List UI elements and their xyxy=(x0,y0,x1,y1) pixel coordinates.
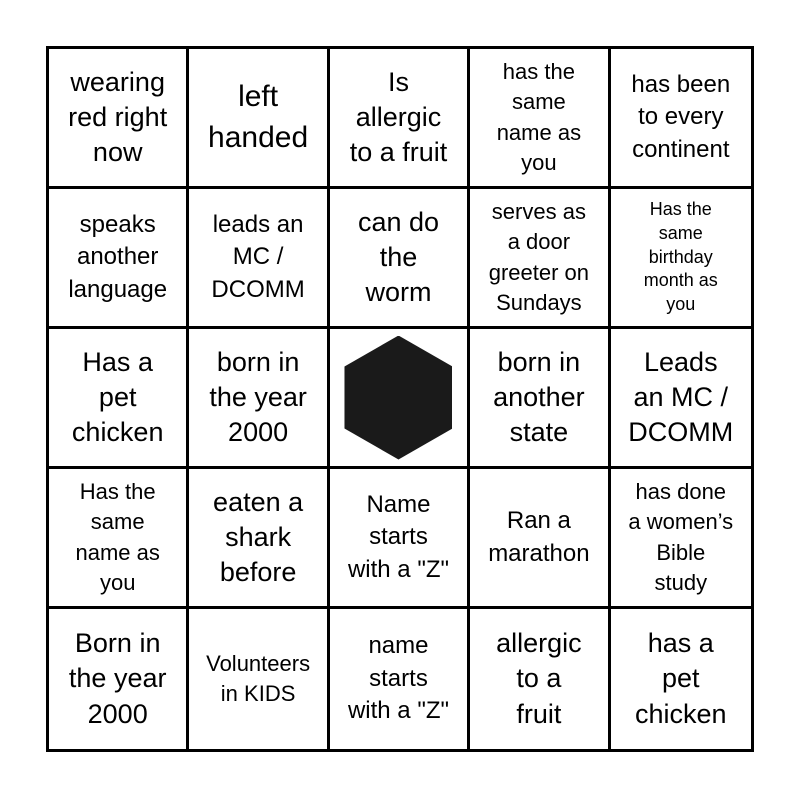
free-space-cell[interactable] xyxy=(330,329,470,469)
bingo-cell[interactable] xyxy=(611,329,751,469)
bingo-cell[interactable] xyxy=(49,609,189,749)
bingo-cell-text: speaks another language xyxy=(68,210,168,303)
bingo-cell-text: has the same name as you xyxy=(496,58,582,175)
bingo-cell-text: left handed xyxy=(208,80,309,154)
bingo-cell-text: has done a women’s Bible study xyxy=(628,478,734,595)
bingo-cell-text: leads an MC / DCOMM xyxy=(211,210,305,303)
bingo-cell[interactable] xyxy=(470,329,610,469)
bingo-cell[interactable] xyxy=(189,49,329,189)
bingo-cell-text: has a pet chicken xyxy=(635,628,727,729)
bingo-cell-text: Has the same name as you xyxy=(75,478,160,595)
bingo-cell-text: Leads an MC / DCOMM xyxy=(628,346,734,448)
bingo-cell[interactable] xyxy=(49,329,189,469)
bingo-cell[interactable] xyxy=(470,49,610,189)
bingo-cell[interactable] xyxy=(189,189,329,329)
bingo-cell[interactable] xyxy=(470,469,610,609)
bingo-cell[interactable] xyxy=(330,189,470,329)
bingo-cell-text: serves as a door greeter on Sundays xyxy=(488,198,590,315)
bingo-cell-text: wearing red right now xyxy=(68,66,168,168)
bingo-cell-text: Name starts with a "Z" xyxy=(347,490,450,583)
bingo-cell-text: Has a pet chicken xyxy=(71,346,164,448)
bingo-cell-text: eaten a shark before xyxy=(213,486,304,588)
bingo-cell[interactable] xyxy=(189,609,329,749)
bingo-cell-text: allergic to a fruit xyxy=(496,628,582,729)
bingo-cell[interactable] xyxy=(330,469,470,609)
bingo-cell[interactable] xyxy=(49,469,189,609)
bingo-cell[interactable] xyxy=(189,469,329,609)
bingo-cell[interactable] xyxy=(330,49,470,189)
bingo-cell-text: born in another state xyxy=(493,346,585,448)
bingo-cell[interactable] xyxy=(49,189,189,329)
bingo-cell[interactable] xyxy=(189,329,329,469)
bingo-cell-text: name starts with a "Z" xyxy=(347,632,450,725)
hexagon-icon xyxy=(344,336,452,460)
bingo-cell-text: Born in the year 2000 xyxy=(68,628,167,729)
bingo-cell[interactable] xyxy=(470,609,610,749)
bingo-cell-text: Is allergic to a fruit xyxy=(349,66,448,168)
bingo-cell-text: Volunteers in KIDS xyxy=(206,650,311,706)
bingo-cell[interactable] xyxy=(611,469,751,609)
bingo-board xyxy=(46,46,754,752)
bingo-cell[interactable] xyxy=(49,49,189,189)
bingo-cell-text: has been to every continent xyxy=(631,70,731,163)
bingo-cell[interactable] xyxy=(611,49,751,189)
bingo-cell[interactable] xyxy=(330,609,470,749)
bingo-cell-text: born in the year 2000 xyxy=(209,346,307,448)
bingo-cell[interactable] xyxy=(611,189,751,329)
bingo-cell-text: Has the same birthday month as you xyxy=(643,198,718,315)
bingo-cell[interactable] xyxy=(611,609,751,749)
bingo-cell-text: can do the worm xyxy=(357,206,440,308)
bingo-cell[interactable] xyxy=(470,189,610,329)
bingo-cell-text: Ran a marathon xyxy=(488,507,590,567)
